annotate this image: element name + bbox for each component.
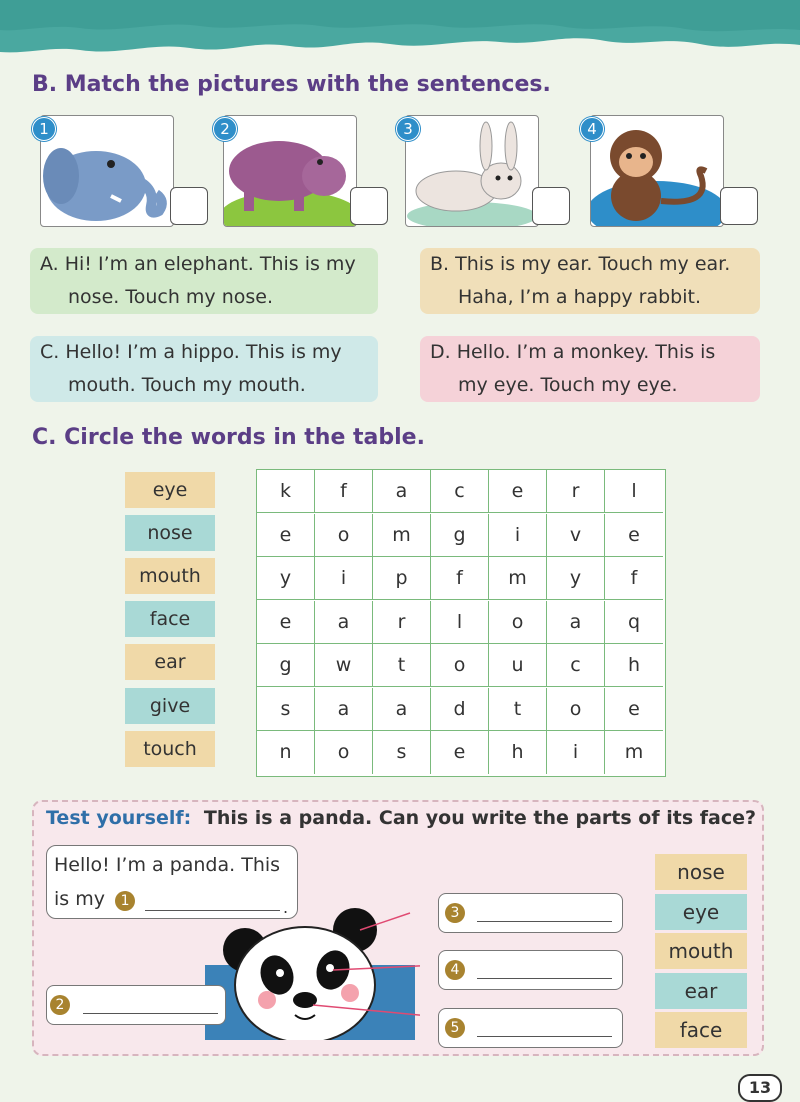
answer-line	[83, 1013, 218, 1014]
grid-cell[interactable]: a	[373, 688, 431, 731]
picture-number: 4	[580, 117, 604, 141]
word-list-item: give	[125, 688, 215, 724]
grid-cell[interactable]: s	[373, 731, 431, 774]
speech-bubble: Hello! I’m a panda. This is my 1 .	[46, 845, 298, 919]
sentence-line: Haha, I’m a happy rabbit.	[458, 286, 702, 308]
picture-number: 1	[32, 117, 56, 141]
word-list-item: nose	[125, 515, 215, 551]
answer-box[interactable]	[532, 187, 570, 225]
grid-cell[interactable]: o	[431, 644, 489, 687]
panda-illustration	[205, 905, 420, 1040]
blank-number: 2	[50, 995, 70, 1015]
grid-cell[interactable]: m	[373, 514, 431, 557]
grid-cell[interactable]: e	[257, 601, 315, 644]
word-search-grid	[256, 469, 666, 777]
grid-cell[interactable]: y	[547, 557, 605, 600]
sentence-line: mouth. Touch my mouth.	[68, 374, 306, 396]
sentence-line: nose. Touch my nose.	[68, 286, 273, 308]
grid-cell[interactable]: s	[257, 688, 315, 731]
grid-cell[interactable]: w	[315, 644, 373, 687]
picture-rabbit	[405, 115, 539, 227]
word-list-item: eye	[125, 472, 215, 508]
word-list-item: face	[125, 601, 215, 637]
section-c-title: C. Circle the words in the table.	[32, 425, 425, 450]
word-bank-item: face	[655, 1012, 747, 1048]
answer-box[interactable]	[170, 187, 208, 225]
sentence-a	[30, 248, 378, 314]
picture-monkey	[590, 115, 724, 227]
grid-cell[interactable]: f	[431, 557, 489, 600]
grid-cell[interactable]: f	[605, 557, 663, 600]
monkey-icon	[591, 116, 723, 226]
answer-box[interactable]	[720, 187, 758, 225]
grid-cell[interactable]: v	[547, 514, 605, 557]
grid-cell[interactable]: o	[315, 514, 373, 557]
grid-cell[interactable]: a	[315, 688, 373, 731]
rabbit-icon	[406, 116, 538, 226]
grid-cell[interactable]: e	[605, 514, 663, 557]
bubble-line: is my	[54, 888, 105, 910]
answer-blank-2[interactable]	[46, 985, 226, 1025]
word-list-item: touch	[125, 731, 215, 767]
blank-number: 1	[115, 891, 135, 911]
grid-cell[interactable]: h	[605, 644, 663, 687]
grid-cell[interactable]: m	[624, 741, 644, 763]
grid-cell[interactable]: y	[257, 557, 315, 600]
grid-cell[interactable]: p	[373, 557, 431, 600]
grid-cell[interactable]: g	[431, 514, 489, 557]
grid-cell[interactable]: h	[489, 731, 547, 774]
elephant-icon	[41, 116, 173, 226]
answer-line	[477, 921, 612, 922]
grid-cell[interactable]: e	[605, 688, 663, 731]
grid-cell[interactable]: a	[373, 470, 431, 513]
word-list-item: ear	[125, 644, 215, 680]
grid-cell[interactable]: l	[431, 601, 489, 644]
word-list-item: mouth	[125, 558, 215, 594]
sentence-d	[420, 336, 760, 402]
word-bank-item: nose	[655, 854, 747, 890]
grid-cell[interactable]: g	[257, 644, 315, 687]
grid-cell[interactable]: o	[489, 601, 547, 644]
word-bank-item: eye	[655, 894, 747, 930]
test-question: This is a panda. Can you write the parts of its face?	[203, 807, 756, 829]
answer-blank-4[interactable]	[438, 950, 623, 990]
grid-cell[interactable]: n	[257, 731, 315, 774]
grid-cell[interactable]: e	[431, 731, 489, 774]
grid-cell[interactable]: r	[373, 601, 431, 644]
grid-cell[interactable]: a	[315, 601, 373, 644]
grid-cell[interactable]: d	[431, 688, 489, 731]
grid-cell[interactable]: c	[431, 470, 489, 513]
blank-number: 3	[445, 903, 465, 923]
sentence-b	[420, 248, 760, 314]
word-bank-item: mouth	[655, 933, 747, 969]
grid-cell[interactable]: q	[605, 601, 663, 644]
grid-cell[interactable]: c	[547, 644, 605, 687]
grid-cell[interactable]: e	[257, 514, 315, 557]
grid-cell[interactable]: i	[489, 514, 547, 557]
blank-number: 5	[445, 1018, 465, 1038]
picture-number: 2	[213, 117, 237, 141]
section-b-title: B. Match the pictures with the sentences.	[32, 72, 551, 97]
grid-cell[interactable]: a	[547, 601, 605, 644]
sentence-line: D. Hello. I’m a monkey. This is	[430, 341, 716, 363]
grid-cell[interactable]: f	[315, 470, 373, 513]
grid-cell[interactable]: r	[547, 470, 605, 513]
grid-cell[interactable]: t	[489, 688, 547, 731]
answer-line	[477, 1036, 612, 1037]
grid-cell[interactable]: u	[489, 644, 547, 687]
picture-elephant	[40, 115, 174, 227]
grid-cell[interactable]: o	[315, 731, 373, 774]
grid-cell[interactable]: i	[547, 731, 605, 774]
test-label: Test yourself:	[46, 807, 192, 829]
answer-blank-3[interactable]	[438, 893, 623, 933]
word-bank-item: ear	[655, 973, 747, 1009]
picture-hippo	[223, 115, 357, 227]
sentence-line: my eye. Touch my eye.	[458, 374, 678, 396]
sentence-line: B. This is my ear. Touch my ear.	[430, 253, 731, 275]
grid-cell[interactable]: o	[547, 688, 605, 731]
blank-number: 4	[445, 960, 465, 980]
sentence-c	[30, 336, 378, 402]
bubble-line: Hello! I’m a panda. This	[54, 854, 281, 876]
answer-box[interactable]	[350, 187, 388, 225]
grid-cell[interactable]: i	[315, 557, 373, 600]
sentence-line: A. Hi! I’m an elephant. This is my	[40, 253, 356, 275]
page-number: 13	[738, 1074, 782, 1102]
grid-cell[interactable]: m	[489, 557, 547, 600]
answer-blank-5[interactable]	[438, 1008, 623, 1048]
grid-cell[interactable]: l	[605, 470, 663, 513]
header-decoration	[0, 0, 800, 70]
answer-line	[477, 978, 612, 979]
grid-cell[interactable]: e	[489, 470, 547, 513]
sentence-line: C. Hello! I’m a hippo. This is my	[40, 341, 342, 363]
grid-cell[interactable]: k	[257, 470, 315, 513]
grid-cell[interactable]: t	[373, 644, 431, 687]
picture-number: 3	[396, 117, 420, 141]
hippo-icon	[224, 116, 356, 226]
